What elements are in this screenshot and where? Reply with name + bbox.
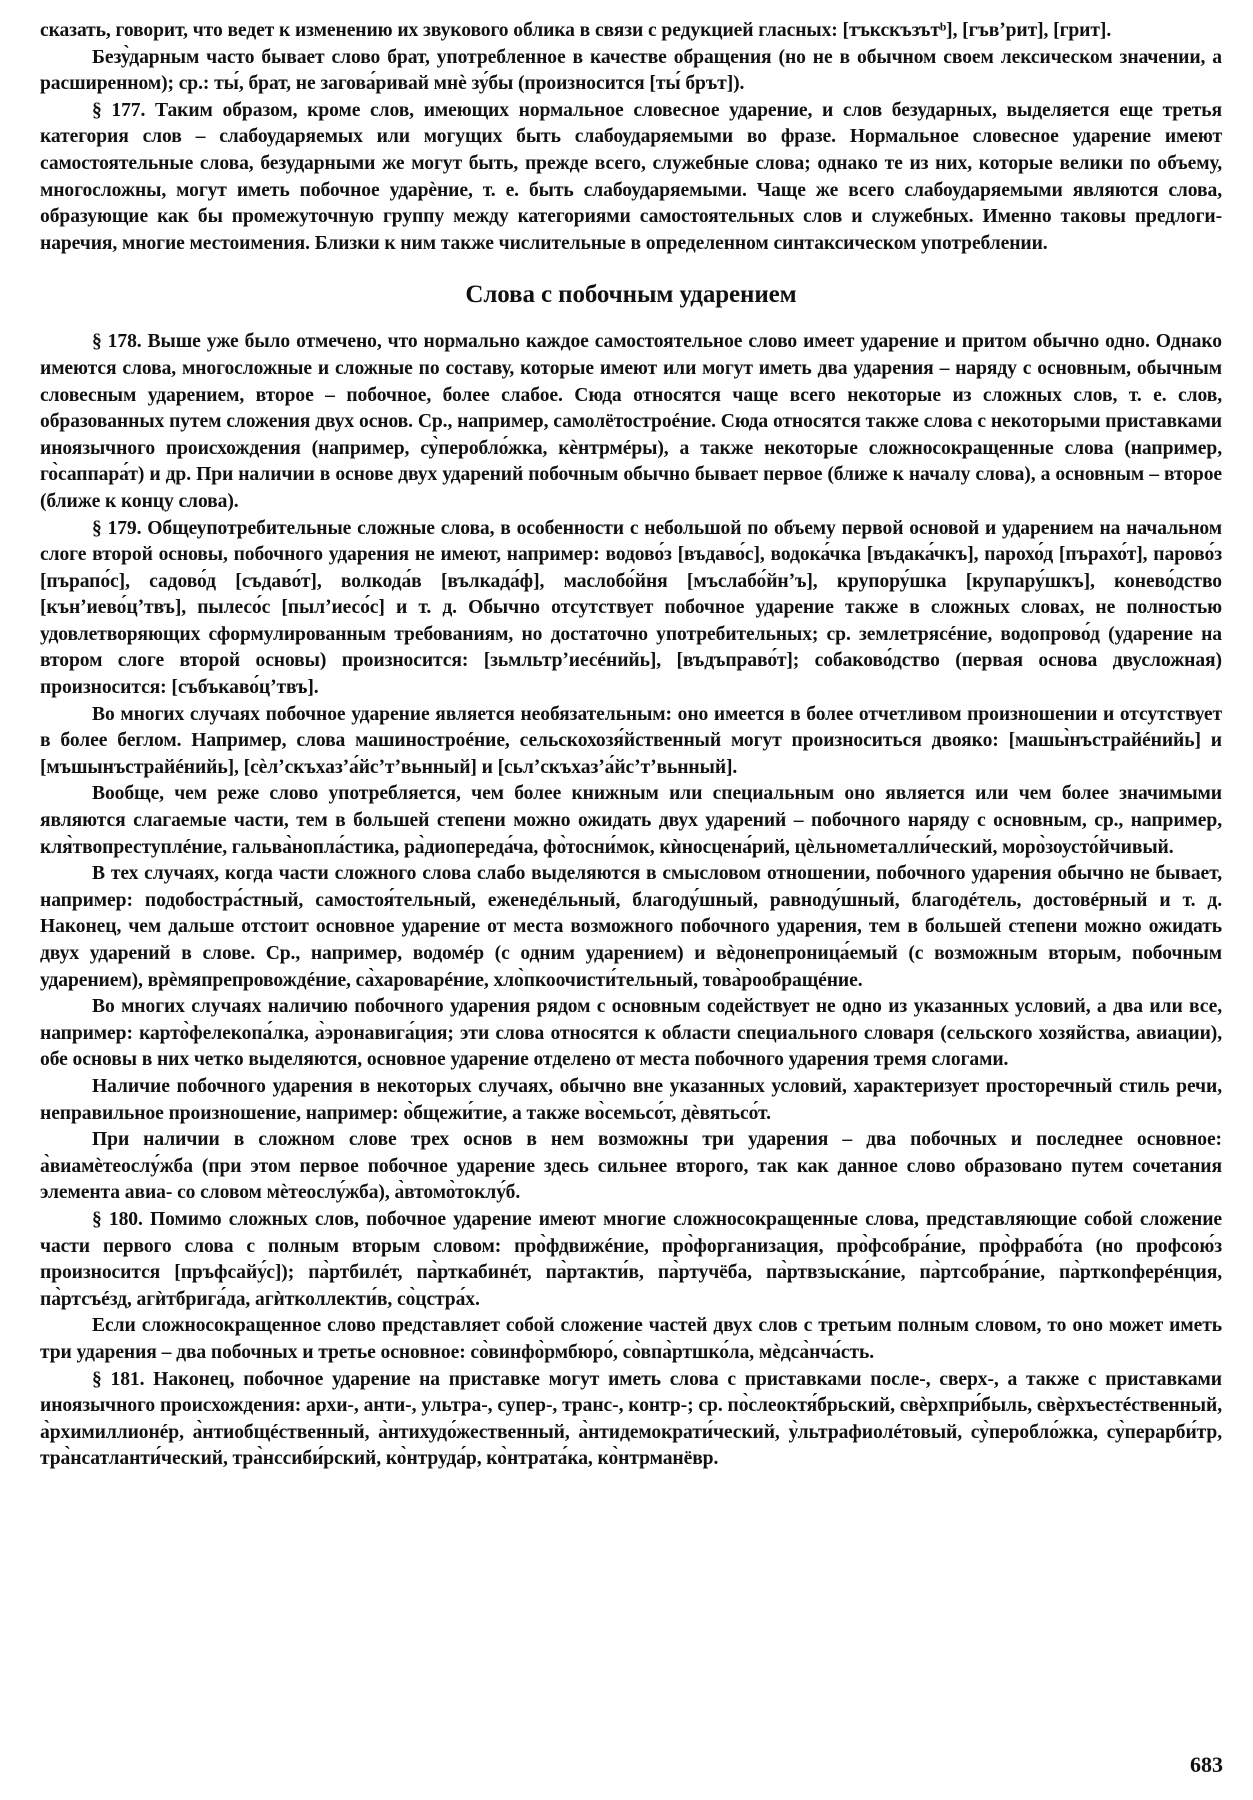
paragraph-colloquial: Наличие побочного ударения в некоторых случаях, обычно вне указанных условий, характеризует просторечный стиль речи, неправильное произношение, например: о̀бщежи́тие, а также во̀семьсо́т, дѐвятьсо́т. xyxy=(40,1075,1222,1124)
paragraph-section-178: § 178. Выше уже было отмечено, что нормально каждое самостоятельное слово имеет ударение и притом обычно одно. Однако имеются слова, многосложные и сложные по составу, которые имеют или могут иметь два ударения – наряду с основным, обычным словесным ударением, второе – побочное, более слабое. Сюда относятся чаще всего некоторые из сложных слов, т. е. слов, образованных путем сложения двух основ. Ср., например, самолётостроéние. Сюда относятся также слова с некоторыми приставками иноязычного происхождения (например, су̀перобло́жка, кѐнтрмéры), а также некоторые сложносокращенные слова (например, го̀саппара́т) и др. При наличии в основе двух ударений побочным обычно бывает первое (ближе к началу слова), а основным – второе (ближе к концу слова). xyxy=(40,331,1222,512)
paragraph-multiple-conditions: Во многих случаях наличию побочного ударения рядом с основным содействует не одно из указанных условий, а два или все, например: карто̀фелекопа́лка, а̀эронавига́ция; эти слова относятся к области специального словаря (сельского хозяйства, авиации), обе основы в них четко выделяются, основное ударение отделено от места побочного ударения тремя слогами. xyxy=(40,996,1222,1071)
paragraph-section-181: § 181. Наконец, побочное ударение на приставке могут иметь слова с приставками после-, сверх-, а также с приставками иноязычного происхождения: архи-, анти-, ультра-, супер-, транс-, контр-; ср. по̀слеоктя́брьский, свѐрхпри́быль, свѐрхъестéственный, а̀рхимиллионéр, а̀нтиобщéственный, а̀нтихудо́жественный, а̀нтидемократи́ческий, у̀льтрафиолéтовый, су̀перобло́жка, су̀перарби́тр, тра̀нсатланти́ческий, тра̀нссиби́рский, ко̀нтруда́р, ко̀нтрата́ка, ко̀нтрманёвр. xyxy=(40,1368,1222,1470)
paragraph-section-180: § 180. Помимо сложных слов, побочное ударение имеют многие сложносокращенные слова, представляющие собой сложение части первого слова с полным вторым словом: про̀фдвижéние, про̀форганизация, про̀фсобра́ние, про̀фрабо́та (но профсою́з произносится [пръфсайу́с]); па̀ртбилéт, па̀рткабинéт, па̀ртакти́в, па̀ртучёба, па̀ртвзыска́ние, па̀ртсобра́ние, па̀рткonферéнция, па̀ртсъéзд, агѝтбрига́да, агѝтколлекти́в, со̀цстра́х. xyxy=(40,1208,1222,1310)
paragraph-bookish-words: Вообще, чем реже слово употребляется, чем более книжным или специальным оно является или чем более значимыми являются слагаемые части, тем в большей степени можно ожидать двух ударений – побочного наряду с основным, ср., например, кля̀твопреступлéние, гальва̀нопла́стика, ра̀диопереда́ча, фо̀тосни́мок, кѝносцена́рий, цѐльнометалли́ческий, моро̀зоусто́йчивый. xyxy=(40,783,1222,858)
section-heading: Слова с побочным ударением xyxy=(465,281,797,309)
page-number: 683 xyxy=(1190,1752,1223,1777)
paragraph-unstressed-brat: Безу̀дарным часто бывает слово брат, употребленное в качестве обращения (но не в обычном своем лексическом значении, а расширенном); ср.: ты́, брат, не загова́ривай мнѐ зу́бы (произносится [ты́ брът]). xyxy=(40,46,1222,95)
paragraph-optional-stress: Во многих случаях побочное ударение является необязательным: оно имеется в более отчетливом произношении и отсутствует в более беглом. Например, слова машиностроéние, сельскохозя́йственный могут произноситься двояко: [машы̀нъстрайéнийь] и [мъшынъстрайéнийь], [сѐлʼскъхазʼа́йсʼтʼвьнный] и [сьлʼскъхазʼа́йсʼтʼвьнный]. xyxy=(40,703,1222,778)
paragraph-abbreviations: Если сложносокращенное слово представляет собой сложение частей двух слов с третьим полным словом, то оно может иметь три ударения – два побочных и третье основное: со̀винфо̀рмбюро́, со̀впа̀ртшко́ла, мѐдса̀нча́сть. xyxy=(40,1315,1222,1363)
paragraph-section-179: § 179. Общеупотребительные сложные слова, в особенности с небольшой по объему первой основой и ударением на начальном слоге второй основы, побочного ударения не имеют, например: водово́з [въдаво́с], водока́чка [въдака́чкъ], парохо́д [пърахо́т], парово́з [пърапо́с], садово́д [съдаво́т], волкода́в [вълкада́ф], маслобо́йня [мъслабо́йнʼъ], крупору́шка [крупару́шкъ], конево́дство [кънʼиево́цʼтвъ], пылесо́с [пылʼиесо́с] и т. д. Обычно отсутствует побочное ударение также в сложных словах, не полностью удовлетворяющих сформулированным требованиям, но достаточно употребительных; ср. землетрясéние, водопрово́д (ударение на втором слоге второй основы) произносится: [зьмльтрʼиесéнийь], [въдъправо́т]; собаково́дство (первая основа двусложная) произносится: [събъкаво́цʼтвъ]. xyxy=(40,517,1222,699)
paragraph-three-stems: При наличии в сложном слове трех основ в нем возможны три ударения – два побочных и последнее основное: а̀виамѐтеослу́жба (при этом первое побочное ударение здесь сильнее второго, так как данное слово образовано путем сочетания элемента авиа- со словом мѐтеослу́жба), а̀втомо̀токлу́б. xyxy=(40,1129,1222,1204)
paragraph-weak-parts: В тех случаях, когда части сложного слова слабо выделяются в смысловом отношении, побочного ударения обычно не бывает, например: подобостра́стный, самостоя́тельный, еженедéльный, благоду́шный, равноду́шный, благодéтель, достовéрный и т. д. Наконец, чем дальше отстоит основное ударение от места возможного побочного ударения, тем в большей степени можно ожидать двух ударений в слове. Ср., например, водомéр (с одним ударением) и вѐдонепроница́емый (с возможным вторым, побочным ударением), врѐмяпрепровождéние, са̀хароварéние, хло̀пкоочисти́тельный, това̀рообращéние. xyxy=(40,863,1222,991)
book-page xyxy=(40,18,1222,1473)
paragraph-section-177: § 177. Таким образом, кроме слов, имеющих нормальное словесное ударение, и слов безударных, выделяется еще третья категория слов – слабоударяемых или могущих быть слабоударяемыми во фразе. Нормальное словесное ударение имеют самостоятельные слова, безударными же могут быть, прежде всего, служебные слова; однако те из них, которые велики по объему, многосложны, могут иметь побочное ударѐние, т. е. быть слабоударяемыми. Чаще же всего слабоударяемыми являются слова, образующие как бы промежуточную группу между категориями самостоятельных слов и служебных. Именно таковы предлоги-наречия, многие местоимения. Близки к ним также числительные в определенном синтаксическом употреблении. xyxy=(40,99,1222,254)
paragraph-continuation: сказать, говорит, что ведет к изменению их звукового облика в связи с редукцией гласных: [тъкскъзътᵇ], [гъвʼрит], [грит]. xyxy=(40,20,1112,41)
